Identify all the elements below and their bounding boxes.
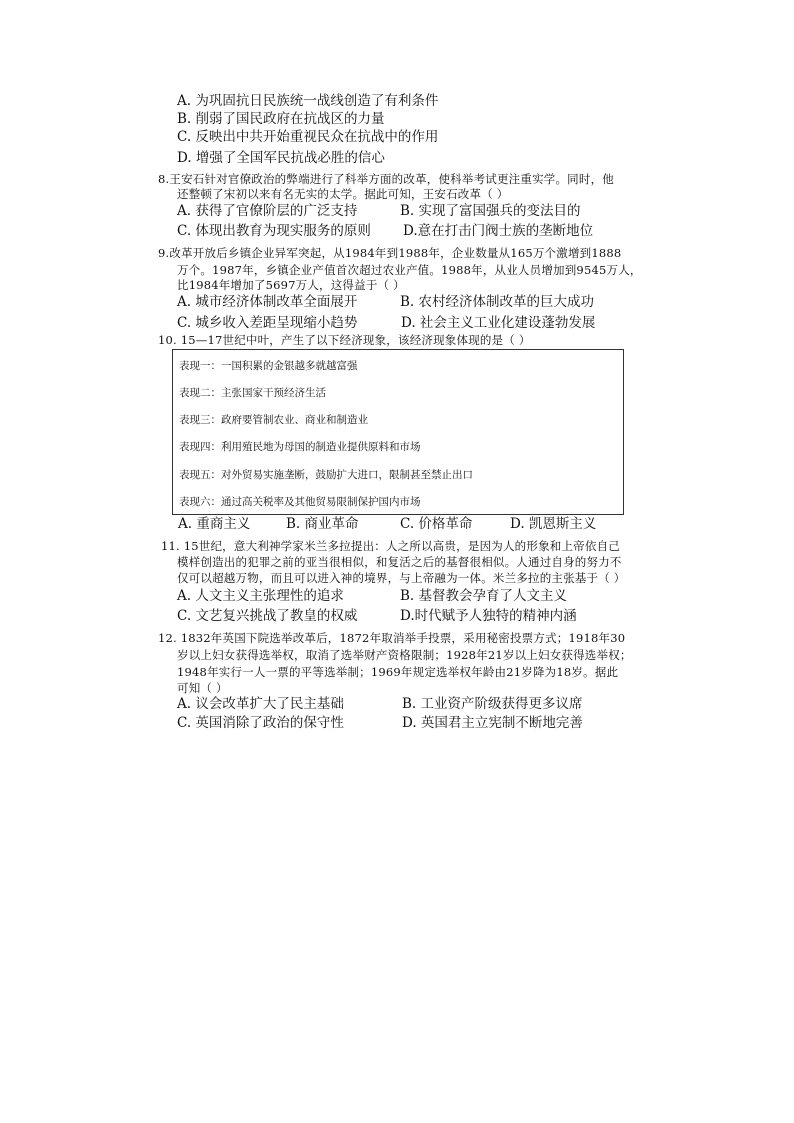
- q9-stem-line-3: 比1984年增加了5697万人，这得益于（ ）: [177, 278, 405, 292]
- q8-option-c: C. 体现出教育为现实服务的原则: [177, 223, 371, 239]
- q9-option-a: A. 城市经济体制改革全面展开: [177, 294, 358, 310]
- q10-stem: 10. 15—17世纪中叶，产生了以下经济现象，该经济现象体现的是（ ）: [158, 333, 531, 347]
- q12-option-d: D. 英国君主立宪制不断地完善: [402, 715, 583, 731]
- q11-option-c: C. 文艺复兴挑战了教皇的权威: [177, 608, 358, 624]
- q8-option-d: D.意在打击门阀士族的垄断地位: [403, 223, 594, 239]
- q10-box-line-6: 表现六：通过高关税率及其他贸易限制保护国内市场: [179, 496, 421, 508]
- q10-option-c: C. 价格革命: [400, 516, 473, 532]
- q12-stem-line-1: 12. 1832年英国下院选举改革后，1872年取消举手投票，采用秘密投票方式；1918年30: [158, 631, 626, 645]
- q7-option-d: D. 增强了全国军民抗战必胜的信心: [177, 150, 385, 166]
- q7-option-a: A. 为巩固抗日民族统一战线创造了有利条件: [177, 93, 439, 109]
- q9-option-c: C. 城乡收入差距呈现缩小趋势: [177, 315, 358, 331]
- q10-option-d: D. 凯恩斯主义: [510, 516, 597, 532]
- q11-option-d: D.时代赋予人独特的精神内涵: [400, 608, 577, 624]
- q9-option-b: B. 农村经济体制改革的巨大成功: [400, 294, 595, 310]
- q12-stem-line-3: 1948年实行一人一票的平等选举制；1969年规定选举权年龄由21岁降为18岁。据此: [177, 665, 619, 679]
- q12-stem-line-4: 可知（ ）: [177, 681, 228, 695]
- q12-option-a: A. 议会改革扩大了民主基础: [177, 696, 344, 712]
- q10-box-line-1: 表现一：一国积累的金银越多就越富强: [179, 360, 358, 372]
- q9-option-d: D. 社会主义工业化建设蓬勃发展: [401, 315, 596, 331]
- q8-stem-line-1: 8.王安石针对官僚政治的弊端进行了科举方面的改革，使科举考试更注重实学。同时，他: [158, 172, 614, 186]
- q8-option-b: B. 实现了富国强兵的变法目的: [400, 203, 581, 219]
- q10-box-line-5: 表现五：对外贸易实施垄断，鼓励扩大进口，限制甚至禁止出口: [179, 469, 473, 481]
- q10-box-line-3: 表现三：政府要管制农业、商业和制造业: [179, 414, 368, 426]
- q8-option-a: A. 获得了官僚阶层的广泛支持: [177, 203, 358, 219]
- q9-stem-line-1: 9.改革开放后乡镇企业异军突起，从1984年到1988年，企业数量从165万个激增到1888: [158, 246, 622, 260]
- q11-stem-line-1: 11. 15世纪，意大利神学家米兰多拉提出：人之所以高贵，是因为人的形象和上帝依自己: [161, 539, 620, 553]
- q10-option-b: B. 商业革命: [286, 516, 359, 532]
- q12-option-c: C. 英国消除了政治的保守性: [177, 715, 344, 731]
- q7-option-c: C. 反映出中共开始重视民众在抗战中的作用: [177, 129, 439, 145]
- q9-stem-line-2: 万个。1987年，乡镇企业产值首次超过农业产值。1988年，从业人员增加到9545万人，: [177, 263, 642, 277]
- q11-option-b: B. 基督教会孕育了人文主义: [400, 588, 568, 604]
- q7-option-b: B. 削弱了国民政府在抗战区的力量: [177, 111, 385, 127]
- q12-stem-line-2: 岁以上妇女获得选举权，取消了选举财产资格限制；1928年21岁以上妇女获得选举权；: [177, 648, 632, 662]
- q10-phenomena-box: [172, 349, 624, 515]
- q10-option-a: A. 重商主义: [178, 516, 251, 532]
- q10-box-line-2: 表现二：主张国家干预经济生活: [179, 387, 326, 399]
- q10-box-line-4: 表现四：利用殖民地为母国的制造业提供原料和市场: [179, 441, 421, 453]
- q11-stem-line-2: 模样创造出的犯罪之前的亚当很相似，和复活之后的基督很相似。人通过自身的努力不: [177, 555, 622, 569]
- q8-stem-line-2: 还整顿了宋初以来有名无实的太学。据此可知，王安石改革（ ）: [177, 187, 509, 201]
- q11-stem-line-3: 仅可以超越万物，而且可以进入神的境界，与上帝融为一体。米兰多拉的主张基于（ ）: [177, 571, 626, 585]
- q12-option-b: B. 工业资产阶级获得更多议席: [402, 696, 583, 712]
- q11-option-a: A. 人文主义主张理性的追求: [177, 588, 344, 604]
